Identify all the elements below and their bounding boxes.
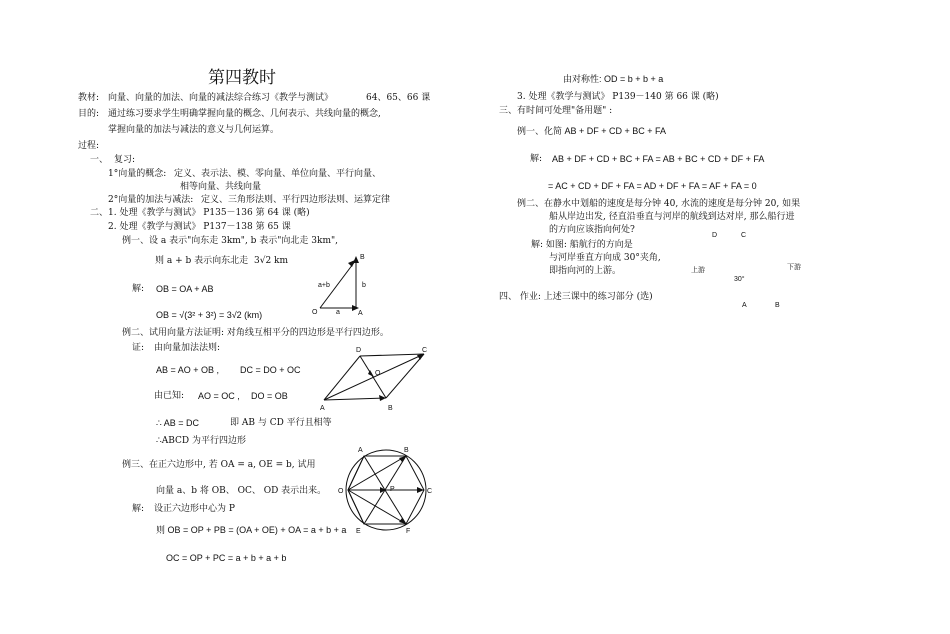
example-1-line-1: 例一、设 a 表示"向东走 3km", b 表示"向北走 3km", <box>122 236 339 246</box>
fig3-label-b: B <box>404 447 409 454</box>
example-1-solution-label: 解: <box>132 284 145 294</box>
river-label-d: D <box>712 232 718 239</box>
section-3-title: 三、有时间可处理"备用题" : <box>499 106 613 116</box>
section-2-number: 二、 <box>90 208 109 218</box>
fig3-label-c: C <box>427 488 433 495</box>
spare-example-1: 例一、化简 AB + DF + CD + BC + FA <box>517 126 667 136</box>
example-1-answer: 3√2 km <box>254 256 289 266</box>
fig2-label-d: D <box>356 347 362 354</box>
goal-label: 目的: <box>78 109 100 119</box>
example-1-solution-line-2: OB = √(3² + 3²) = 3√2 (km) <box>156 310 263 320</box>
river-label-c: C <box>741 232 747 239</box>
river-label-upstream: 上游 <box>691 266 705 274</box>
river-label-a: A <box>742 302 747 309</box>
example-3-line-2: 向量 a、b 将 OB、 OC、 OD 表示出来。 <box>156 486 327 496</box>
goal-line-1: 通过练习要求学生明确掌握向量的概念、几何表示、共线向量的概念, <box>108 109 381 119</box>
fig1-label-a-point: A <box>358 310 363 317</box>
review-item-2-label: 2°向量的加法与减法: <box>108 195 194 205</box>
example-2-known: 由已知: <box>154 391 185 401</box>
example-1-solution-line-1: OB = OA + AB <box>156 284 214 294</box>
example-2-parallelogram-figure <box>318 346 438 416</box>
example-2-eq-1: AB = AO + OB , <box>156 365 220 375</box>
fig3-label-o: O <box>338 488 344 495</box>
river-label-downstream: 下游 <box>787 263 801 271</box>
example-2-conclusion-1b: 即 AB 与 CD 平行且相等 <box>230 418 332 428</box>
fig1-label-b: b <box>362 282 366 289</box>
spare-example-1-solution-label: 解: <box>530 154 543 164</box>
review-item-1-text-2: 相等向量、共线向量 <box>180 182 262 192</box>
fig3-label-f: F <box>406 528 411 535</box>
materials-text: 向量、向量的加法、向量的减法综合练习《教学与测试》 <box>108 93 334 103</box>
section-2-item-2: 2. 处理《教学与测试》 P137－138 第 65 课 <box>108 222 291 232</box>
example-2-eq-2: DC = DO + OC <box>240 365 301 375</box>
symmetry-line: 由对称性: OD = b + b + a <box>563 74 664 84</box>
goal-line-2: 掌握向量的加法与减法的意义与几何运算。 <box>108 125 280 135</box>
fig3-label-e: E <box>356 528 361 535</box>
section-1-number: 一、 <box>90 155 109 165</box>
materials-label: 教材: <box>78 93 100 103</box>
spare-example-1-solution-2: = AC + CD + DF + FA = AD + DF + FA = AF + FA = 0 <box>548 181 757 191</box>
example-3-solution-line-3: OC = OP + PC = a + b + a + b <box>166 553 287 563</box>
review-item-2-text: 定义、三角形法则、平行四边形法则、运算定律 <box>201 195 391 205</box>
spare-example-2-solution-1: 解: 如图: 船航行的方向是 <box>531 240 633 250</box>
section-2-item-1: 1. 处理《教学与测试》 P135－136 第 64 课 (略) <box>108 208 310 218</box>
process-label: 过程: <box>78 141 100 151</box>
example-2-eq-4: DO = OB <box>251 391 288 401</box>
example-3-solution-line-2: 则 OB = OP + PB = (OA + OE) + OA = a + b + a <box>156 525 347 535</box>
fig3-label-a: A <box>358 447 363 454</box>
page-title: 第四教时 <box>208 68 276 88</box>
section-1-title: 复习: <box>114 155 136 165</box>
fig1-label-a: a <box>336 309 340 316</box>
example-3-solution-line-1: 设正六边形中心为 P <box>154 504 235 514</box>
example-2-eq-3: AO = OC , <box>198 391 240 401</box>
spare-example-2-line-2: 船从岸边出发, 径直沿垂直与河岸的航线到达对岸, 那么船行进 <box>549 212 795 222</box>
example-2-proof-label: 证: <box>132 343 145 353</box>
example-1-triangle-figure <box>310 250 380 320</box>
fig1-label-o: O <box>312 309 318 316</box>
fig1-label-b-point: B <box>360 254 365 261</box>
river-label-b: B <box>775 302 780 309</box>
example-3-solution-label: 解: <box>132 504 145 514</box>
fig2-label-b: B <box>388 405 393 412</box>
example-2-conclusion-1: ∴ AB = DC <box>156 418 199 428</box>
river-label-angle: 30° <box>734 276 745 283</box>
example-3-hexagon-figure <box>336 444 436 536</box>
fig2-label-c: C <box>422 347 428 354</box>
materials-pages: 64、65、66 课 <box>366 93 431 103</box>
review-item-1-text: 定义、表示法、模、零向量、单位向量、平行向量、 <box>174 169 382 179</box>
spare-example-2-solution-2: 与河岸垂直方向成 30°夹角, <box>549 253 661 263</box>
example-2-conclusion-2: ∴ABCD 为平行四边形 <box>156 436 246 446</box>
spare-example-1-solution-1: AB + DF + CD + BC + FA = AB + BC + CD + DF + FA <box>552 154 765 164</box>
review-item-1-label: 1°向量的概念: <box>108 169 167 179</box>
section-2-item-3: 3. 处理《教学与测试》 P139－140 第 66 课 (略) <box>517 92 719 102</box>
spare-example-2-line-1: 例二、在静水中划船的速度是每分钟 40, 水流的速度是每分钟 20, 如果 <box>517 199 801 209</box>
spare-example-2-line-3: 的方向应该指向何处? <box>549 225 635 235</box>
example-1-line-2: 则 a + b 表示向东北走 <box>155 256 249 266</box>
fig1-label-a-plus-b: a+b <box>318 282 330 289</box>
example-3-line-1: 例三、在正六边形中, 若 OA = a, OE = b, 试用 <box>122 460 316 470</box>
section-4-homework: 四、 作业: 上述三课中的练习部分 (选) <box>499 292 653 302</box>
fig2-label-a: A <box>320 405 325 412</box>
fig3-label-p: P <box>390 486 395 493</box>
example-2-line-1: 例二、试用向量方法证明: 对角线互相平分的四边形是平行四边形。 <box>122 328 389 338</box>
spare-example-2-solution-3: 即指向河的上游。 <box>549 266 622 276</box>
example-2-proof-line-1: 由向量加法法则: <box>154 343 221 353</box>
fig2-label-o: O <box>375 370 381 377</box>
